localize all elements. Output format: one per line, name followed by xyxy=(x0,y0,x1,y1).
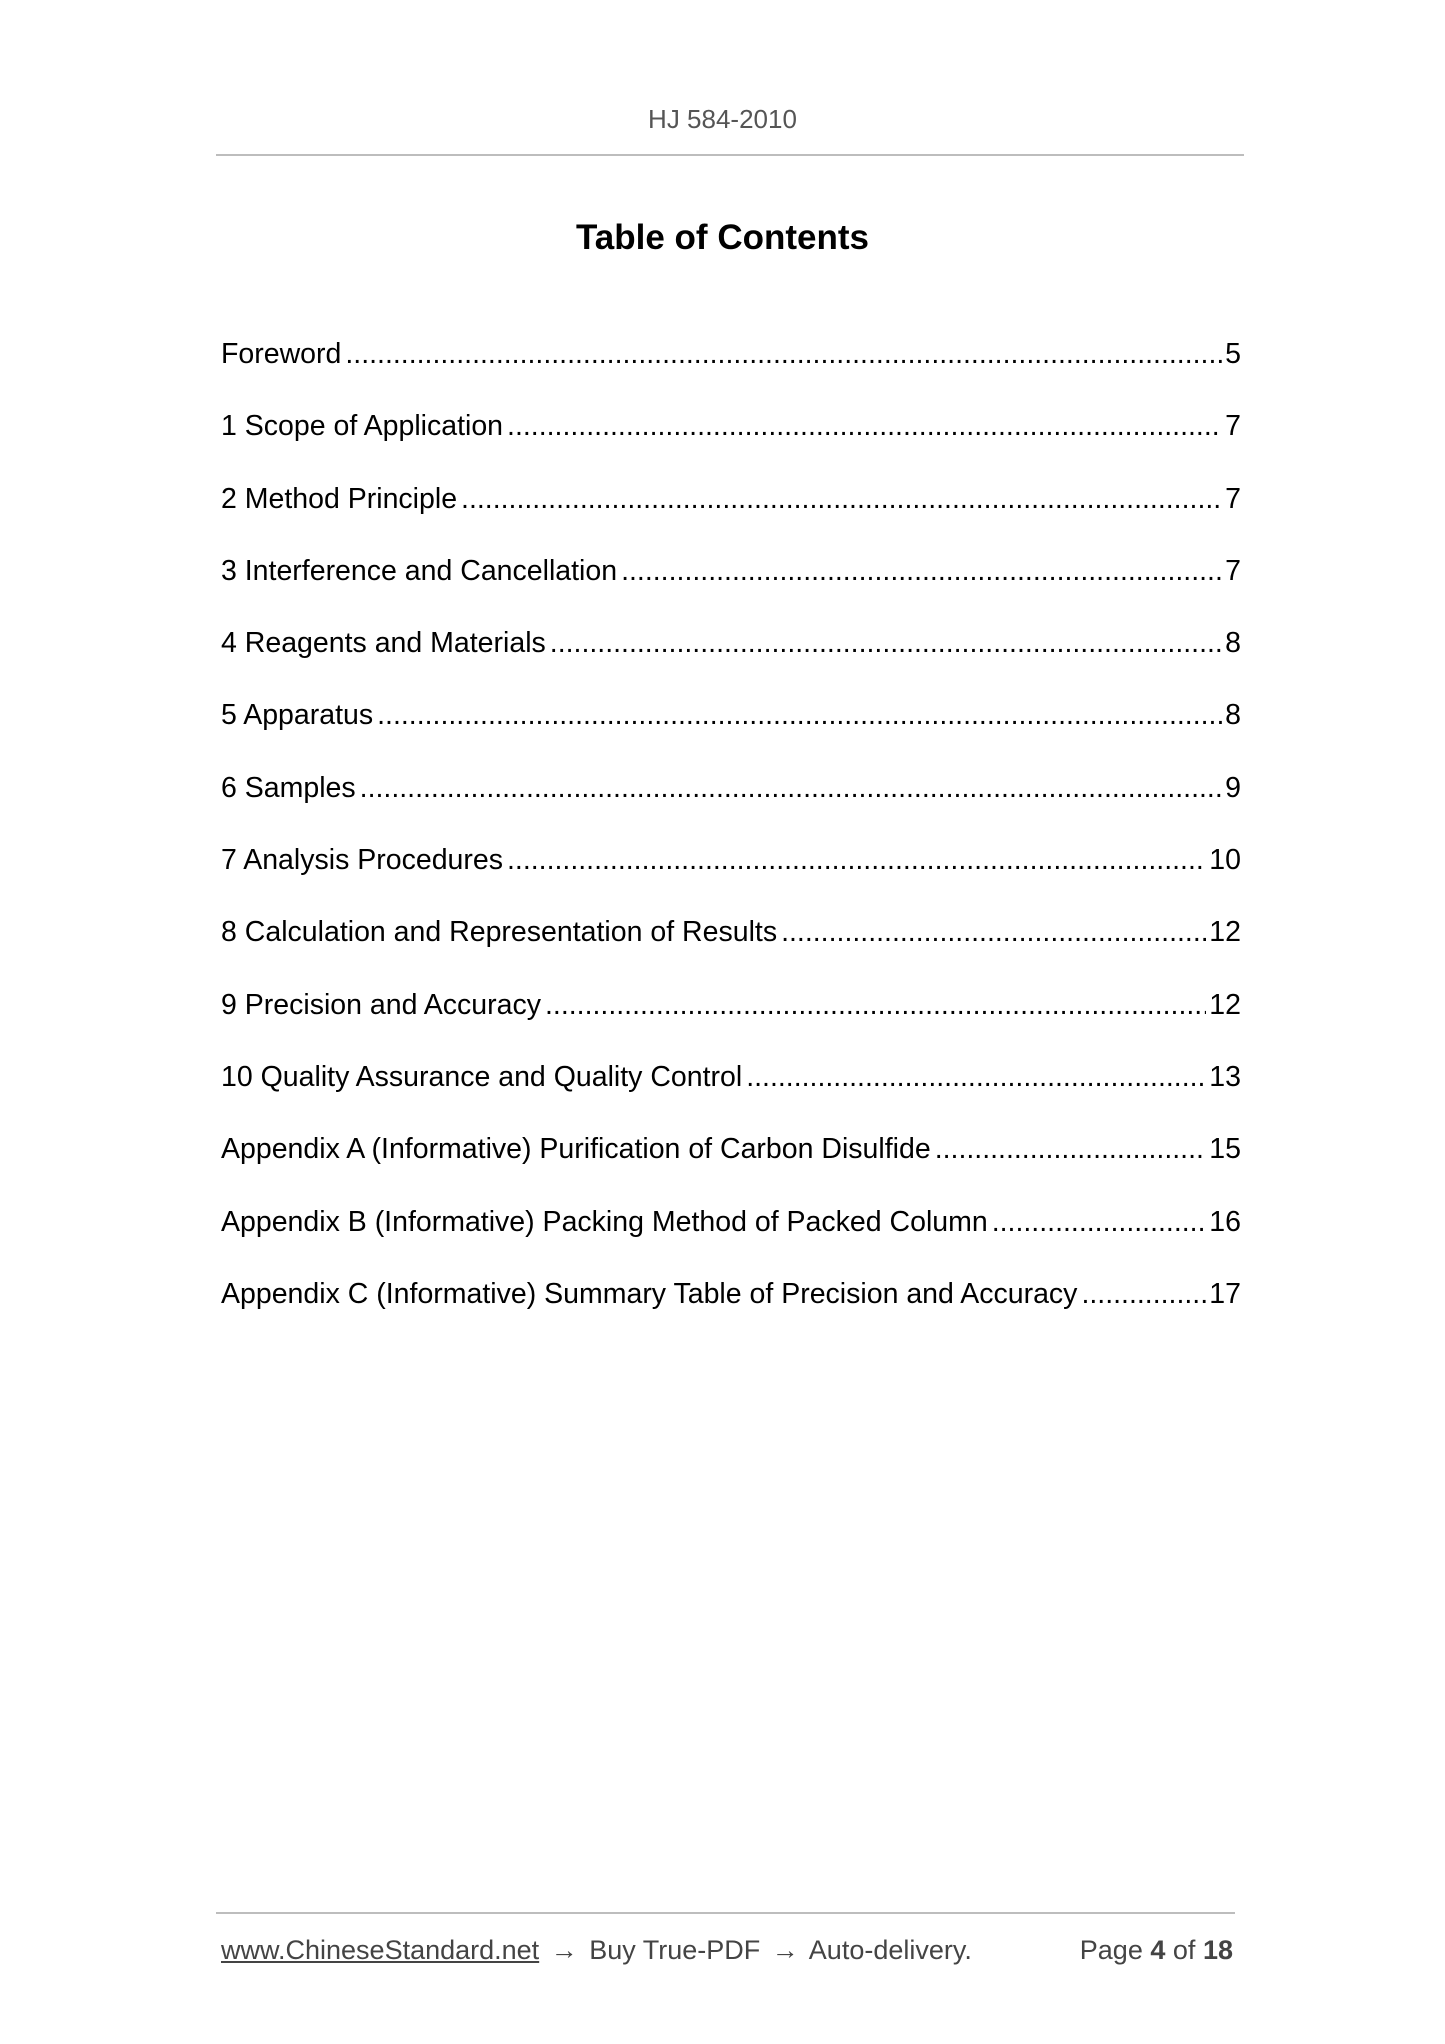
toc-entry-page: 7 xyxy=(1225,482,1241,515)
dot-leader xyxy=(550,627,1222,660)
toc-entry-interference[interactable] xyxy=(221,555,1241,627)
toc-entry-reagents[interactable] xyxy=(221,627,1241,699)
dot-leader xyxy=(360,772,1222,805)
toc-entry-appendix-a[interactable] xyxy=(221,1133,1241,1205)
toc-entry-analysis-procedures[interactable] xyxy=(221,844,1241,916)
right-arrow-icon: → xyxy=(550,1935,578,1965)
dot-leader xyxy=(781,916,1206,949)
table-of-contents xyxy=(221,338,1241,1350)
document-code-header: HJ 584-2010 xyxy=(648,104,797,134)
toc-entry-samples[interactable] xyxy=(221,772,1241,844)
toc-entry-label: Appendix A (Informative) Purification of Carbon Disulfide xyxy=(221,1133,931,1166)
toc-entry-appendix-b[interactable] xyxy=(221,1206,1241,1278)
dot-leader xyxy=(621,555,1222,588)
toc-entry-label: 9 Precision and Accuracy xyxy=(221,988,541,1021)
dot-leader xyxy=(545,989,1206,1022)
website-link[interactable]: www.ChineseStandard.net xyxy=(221,1935,540,1965)
toc-entry-appendix-c[interactable] xyxy=(221,1278,1241,1350)
dot-leader xyxy=(377,699,1222,732)
footer-promo xyxy=(221,1935,972,1966)
toc-entry-page: 8 xyxy=(1225,699,1241,732)
toc-entry-label: Appendix C (Informative) Summary Table of Precision and Accuracy xyxy=(221,1277,1078,1310)
dot-leader xyxy=(507,410,1222,443)
toc-entry-page: 8 xyxy=(1225,627,1241,660)
toc-entry-page: 10 xyxy=(1209,844,1241,877)
page-footer xyxy=(221,1935,1233,1975)
toc-entry-page: 12 xyxy=(1209,988,1241,1021)
toc-entry-page: 15 xyxy=(1209,1133,1241,1166)
toc-entry-label: 10 Quality Assurance and Quality Control xyxy=(221,1060,743,1093)
toc-entry-page: 7 xyxy=(1225,410,1241,443)
toc-entry-apparatus[interactable] xyxy=(221,699,1241,771)
toc-entry-foreword[interactable] xyxy=(221,338,1241,410)
toc-entry-label: 7 Analysis Procedures xyxy=(221,844,503,877)
toc-entry-method-principle[interactable] xyxy=(221,483,1241,555)
buy-text: Buy True-PDF xyxy=(589,1935,761,1965)
toc-entry-page: 13 xyxy=(1209,1060,1241,1093)
toc-entry-label: Foreword xyxy=(221,338,342,370)
toc-entry-label: 3 Interference and Cancellation xyxy=(221,554,618,587)
toc-entry-scope[interactable] xyxy=(221,410,1241,482)
toc-entry-label: 2 Method Principle xyxy=(221,482,458,515)
page-title: Table of Contents xyxy=(576,218,869,257)
page-total: 18 xyxy=(1202,1935,1233,1965)
toc-entry-precision[interactable] xyxy=(221,989,1241,1061)
dot-leader xyxy=(461,483,1222,516)
toc-entry-label: Appendix B (Informative) Packing Method of Packed Column xyxy=(221,1205,988,1238)
dot-leader xyxy=(935,1133,1207,1166)
toc-entry-page: 12 xyxy=(1209,916,1241,949)
toc-entry-label: 4 Reagents and Materials xyxy=(221,627,546,660)
toc-entry-page: 7 xyxy=(1225,554,1241,587)
dot-leader xyxy=(746,1061,1206,1094)
toc-entry-quality-assurance[interactable] xyxy=(221,1061,1241,1133)
dot-leader xyxy=(345,338,1222,371)
toc-entry-label: 1 Scope of Application xyxy=(221,410,504,443)
toc-entry-page: 5 xyxy=(1225,338,1241,370)
of-word: of xyxy=(1172,1935,1196,1965)
delivery-text: Auto-delivery. xyxy=(808,1935,972,1965)
dot-leader xyxy=(992,1206,1207,1239)
page-word: Page xyxy=(1079,1935,1143,1965)
page-current: 4 xyxy=(1150,1935,1166,1965)
header-divider xyxy=(216,154,1244,156)
toc-entry-label: 8 Calculation and Representation of Results xyxy=(221,916,778,949)
page-number xyxy=(1080,1935,1233,1966)
toc-entry-page: 16 xyxy=(1209,1205,1241,1238)
toc-entry-label: 5 Apparatus xyxy=(221,699,374,732)
toc-entry-label: 6 Samples xyxy=(221,771,356,804)
dot-leader xyxy=(1081,1278,1206,1311)
right-arrow-icon: → xyxy=(771,1935,799,1965)
footer-divider xyxy=(216,1912,1235,1914)
toc-entry-page: 17 xyxy=(1209,1277,1241,1310)
toc-entry-calculation[interactable] xyxy=(221,916,1241,988)
dot-leader xyxy=(507,844,1206,877)
toc-entry-page: 9 xyxy=(1225,771,1241,804)
